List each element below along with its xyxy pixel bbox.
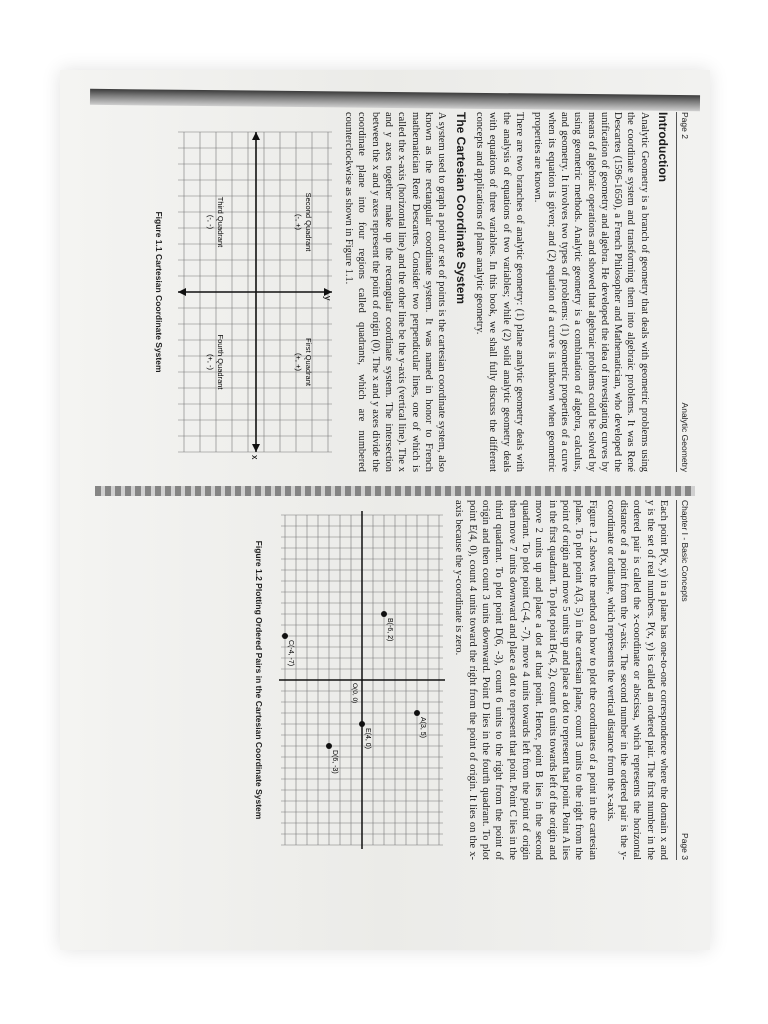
figure-1-2	[253, 500, 446, 860]
plotting-grid-figure	[271, 500, 446, 860]
running-title: Analytic Geometry	[680, 402, 690, 472]
point-marker	[282, 633, 288, 639]
page-3	[130, 500, 690, 860]
point-label: B(-6, 2)	[386, 618, 394, 642]
point-marker	[326, 743, 332, 749]
running-head	[676, 112, 690, 472]
quadrant-2-sign: (-, +)	[293, 213, 303, 231]
quadrant-3-name: Third Quadrant	[215, 196, 225, 248]
point-label: E(4, 0)	[364, 728, 372, 750]
figure-caption: Figure 1.2 Plotting Ordered Pairs in the Cartesian Coordinate System	[253, 540, 264, 820]
point-label: A(3, 5)	[419, 717, 427, 739]
page-gutter	[95, 486, 695, 496]
point-marker	[381, 611, 387, 617]
cartesian-grid-figure	[171, 112, 336, 472]
quadrant-3-sign: (-, -)	[205, 214, 215, 230]
quadrant-2-name: Second Quadrant	[303, 192, 313, 252]
page-3-rotated	[130, 500, 690, 860]
x-axis-label: x	[249, 455, 260, 460]
section-heading-cartesian: The Cartesian Coordinate System	[453, 112, 468, 305]
running-title: Chapter I - Basic Concepts	[680, 500, 690, 602]
running-head	[676, 500, 690, 860]
paragraph: Each point P(x, y) in a plane has one-to-one correspondence where the domain x and y is the set of real numbers. P(x, y) is called an ordered pair. The first number in the ordered pair is called the x-coordinate or abscissa, which represents the horizontal distance of a point from the y-axis. The second number in the ordered pair is the y-coordinate or ordinate, which represents the vertical distance from the x-axis.	[604, 500, 670, 860]
page-2	[130, 112, 690, 472]
point-marker	[359, 721, 365, 727]
origin-label: O(0, 0)	[351, 683, 359, 704]
paragraph: Analytic Geometry is a branch of geometry that deals with geometric problems using the coordinate system and transforming them into algebraic problems. It was René Descartes (1596-1650), a French Philosopher and Mathematician, who developed the unification of geometry and algebra. He developed the idea of investigating curves by means of algebraic operations and showed that algebraic problems could be solved by using geometric methods. Analytic geometry is a combination of algebra, calculus, and geometry. It involves two types of problems: (1) geometric properties of a curve when its equation is given; and (2) equation of a curve is unknown when geometric properties are known.	[532, 112, 650, 472]
x-axis-arrow-neg	[252, 132, 260, 140]
point-label: D(6, -3)	[331, 750, 339, 774]
quadrant-1-name: First Quadrant	[303, 338, 313, 386]
quadrant-4-sign: (+, -)	[205, 353, 215, 371]
quadrant-1-sign: (+, +)	[293, 353, 303, 371]
paragraph: Figure 1.2 shows the method on how to plot the coordinates of a point in the cartesian plane. To plot point A(3, 5) in the cartesian plane, count 3 units to the right from the point of origin and move 5 units up and place a dot to represent that point. Point A lies in the first quadrant. To plot point B(-6, 2), count 6 units towards left of the origin and move 2 units up and place a dot at that point. Hence, point B lies in the second quadrant. To plot point C(-4, -7), move 4 units towards left from the point of origin then move 7 units downward and place a dot to represent that point. Point C lies in the third quadrant. To plot point D(6, -3), count 6 units to the right from the point of origin and then count 3 units downward. Point D lies in the fourth quadrant. To plot point E(4, 0), count 4 units toward the right from the point of origin. It lies on the x-axis because the y-coordinate is zero.	[453, 500, 598, 860]
y-axis-label: y	[322, 296, 333, 301]
x-axis-arrow	[252, 444, 260, 452]
page-label: Page 2	[680, 112, 690, 139]
paragraph: There are two branches of analytic geometry: (1) plane analytic geometry deals with the analysis of equations of two variables; while (2) solid analytic geometry deals with equations of three variables. In this book, we shall fully discuss the different concepts and applications of plane analytic geometry.	[474, 112, 525, 472]
axes	[279, 511, 445, 849]
point-label: C(-4, -7)	[287, 640, 295, 667]
page-2-rotated	[130, 112, 690, 472]
paragraph: A system used to graph a point or set of points is the cartesian coordinate system, also known as the rectangular coordinate system. It was named in honor to French mathematician René Descartes. Consider two perpendicular lines, one of which is called the x-axis (horizontal line) and the other line be the y-axis (vertical line). The x and y axes together make up the rectangular coordinate system. The intersection between the x and y axes represent the point of origin (0). The x and y axes divide the coordinate plane into four regions called quadrants, which are numbered counterclockwise as shown in Figure 1.1.	[343, 112, 448, 472]
y-axis-arrow-neg	[178, 288, 186, 296]
figure-1-1	[153, 112, 336, 472]
page-label: Page 3	[680, 833, 690, 860]
point-marker	[414, 710, 420, 716]
figure-caption: Figure 1.1 Cartesian Coordinate System	[153, 211, 164, 373]
quadrant-4-name: Fourth Quadrant	[215, 334, 225, 390]
section-heading-introduction: Introduction	[656, 112, 671, 182]
